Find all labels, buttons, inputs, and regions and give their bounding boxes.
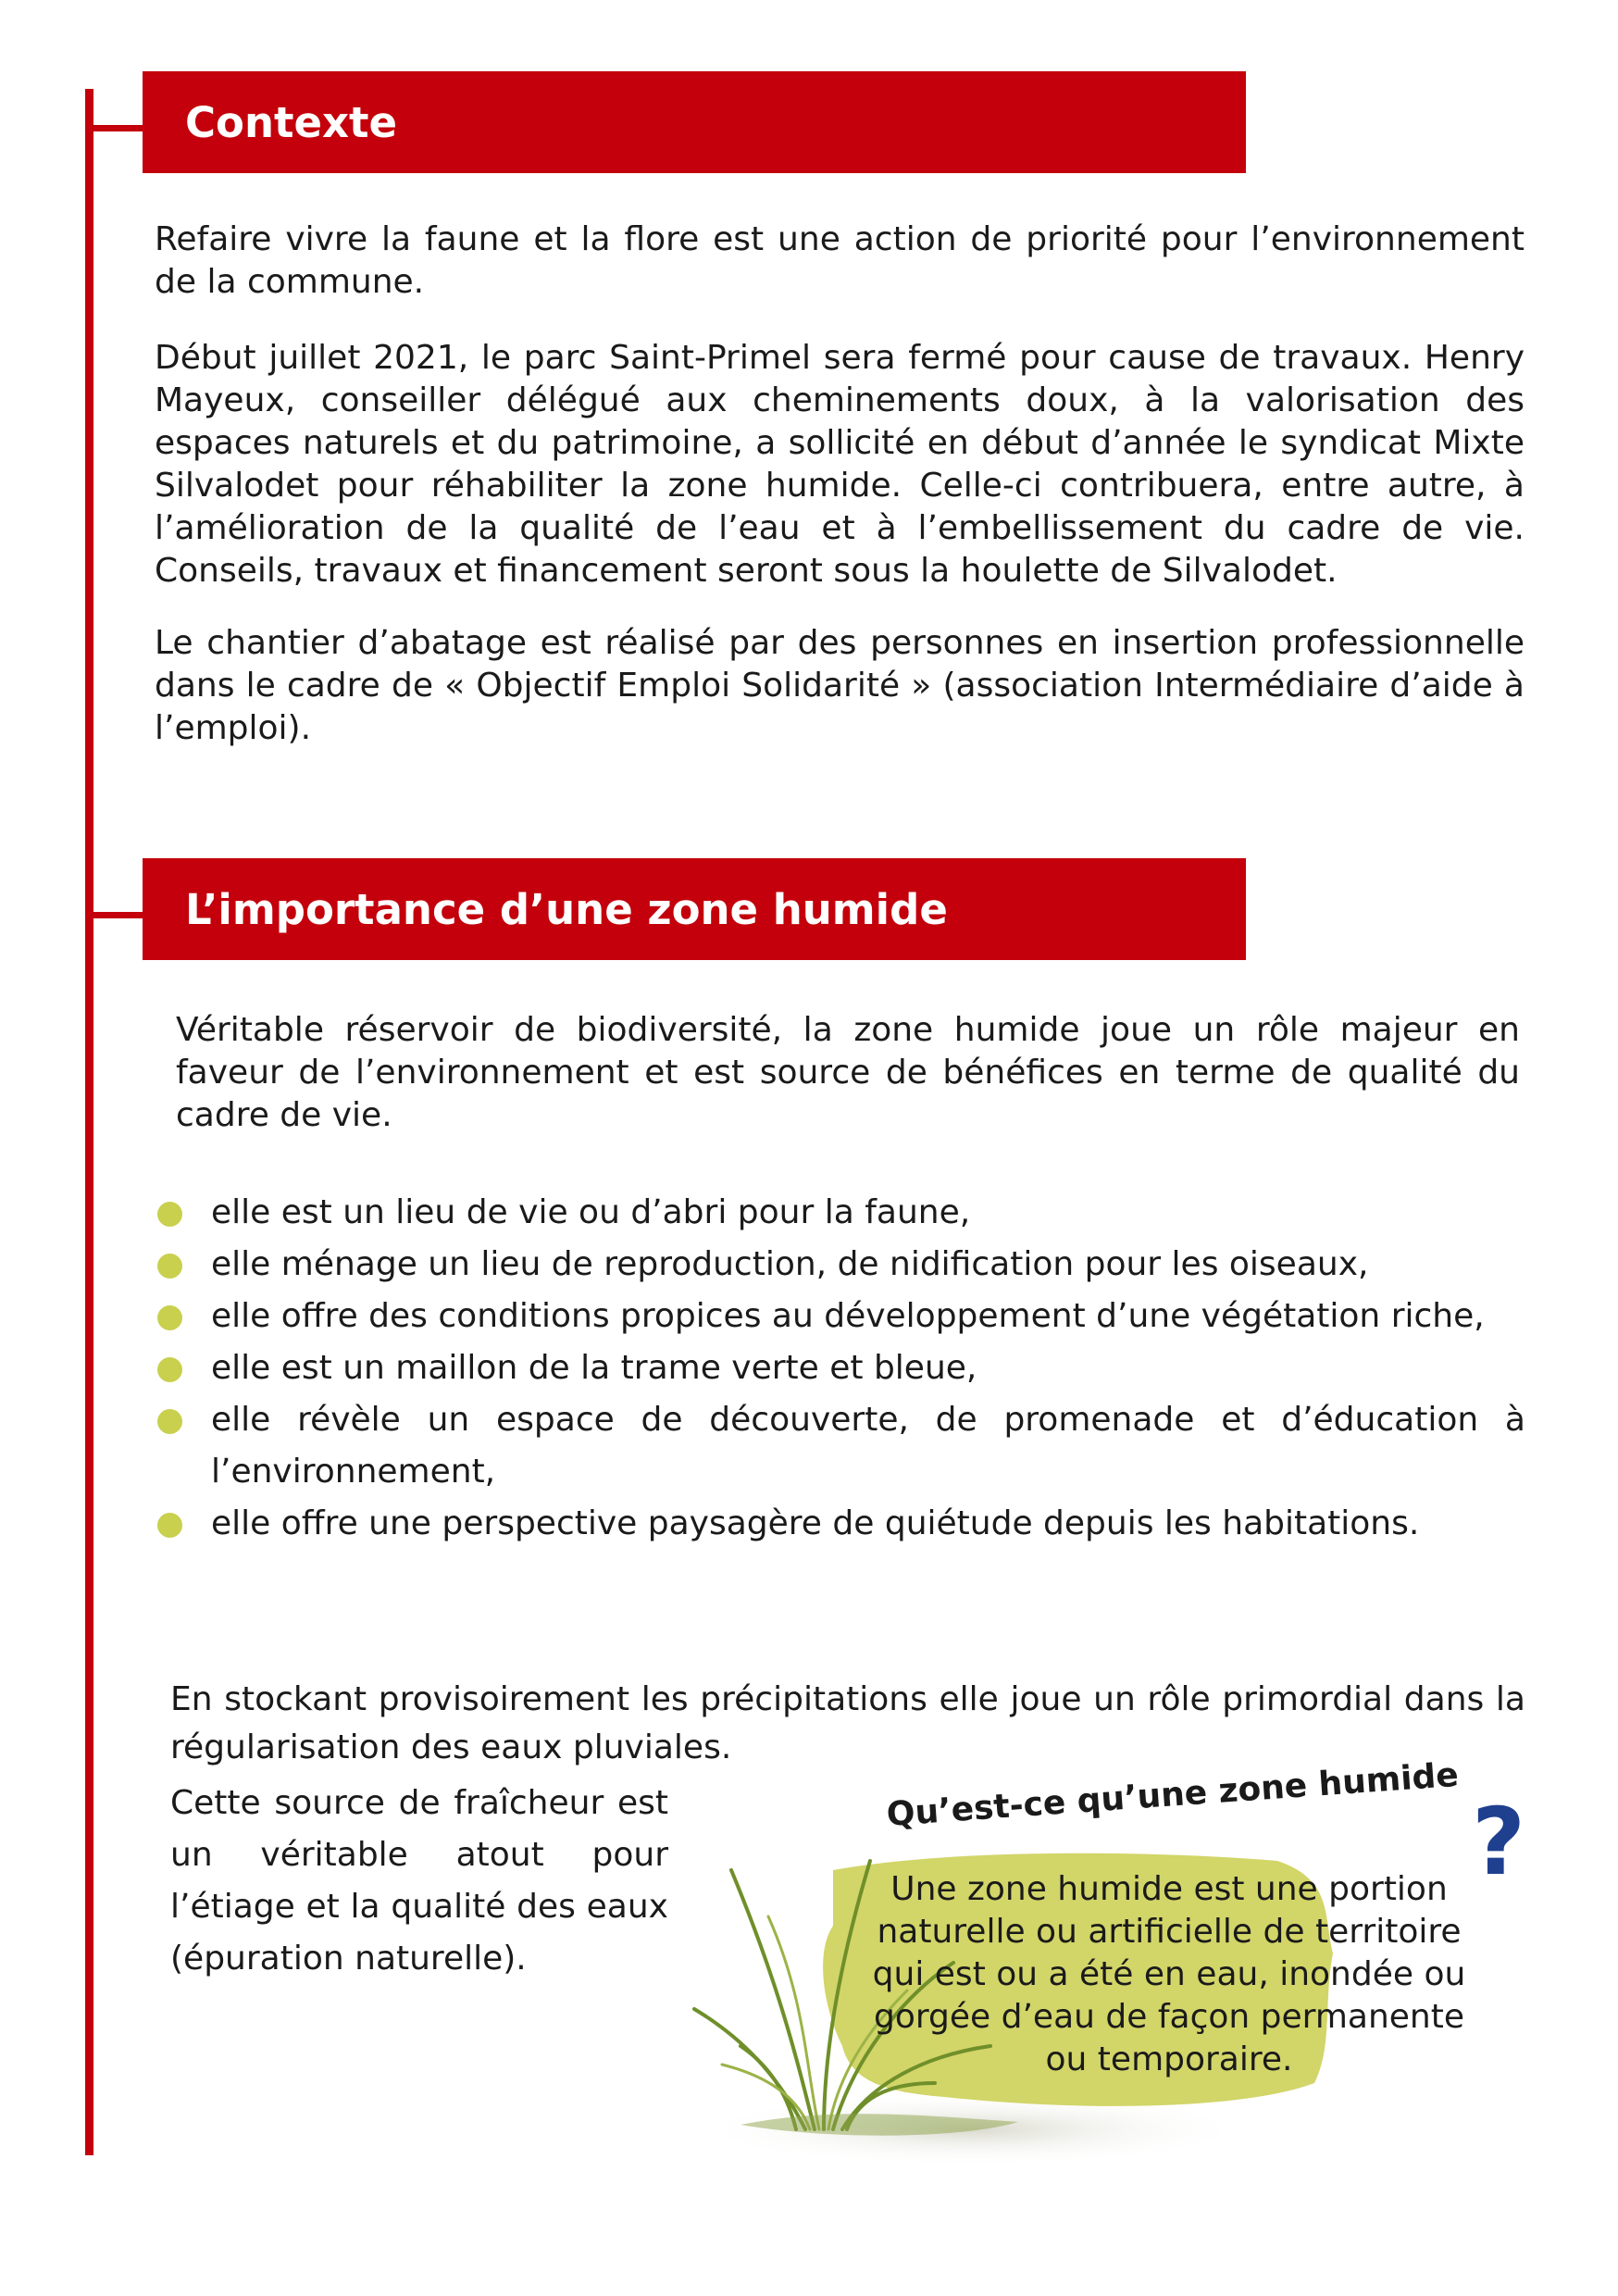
list-item: elle offre des conditions propices au développement d’une végétation riche, — [157, 1291, 1525, 1342]
benefits-list — [157, 1187, 1525, 1550]
bullet-dot-icon — [157, 1254, 182, 1279]
question-mark-icon: ? — [1472, 1788, 1526, 1896]
section-title: Contexte — [185, 97, 398, 147]
bullet-dot-icon — [157, 1513, 182, 1538]
timeline-line — [85, 89, 93, 2155]
bullet-dot-icon — [157, 1357, 182, 1382]
section-title: L’importance d’une zone humide — [185, 884, 948, 934]
list-item: elle offre une perspective paysagère de quiétude depuis les habitations. — [157, 1498, 1525, 1550]
bullet-dot-icon — [157, 1409, 182, 1434]
context-paragraph-2: Début juillet 2021, le parc Saint-Primel sera fermé pour cause de travaux. Henry Mayeux, conseiller délégué aux cheminements doux, à la valorisation des espaces naturels et du patrimoine, a sollicité en début d’année le syndicat Mixte Silvalodet pour réhabiliter la zone humide. Celle-ci contribuera, entre autre, à l’amélioration de la qualité de l’eau et à l’embellissement du cadre de vie. Conseils, travaux et financement seront sous la houlette de Silvalodet. — [155, 339, 1525, 590]
definition-title: Qu’est-ce qu’une zone humide — [885, 1755, 1460, 1834]
bullet-dot-icon — [157, 1305, 182, 1330]
bullet-dot-icon — [157, 1202, 182, 1227]
definition-text: Une zone humide est une portion naturelle ou artificielle de territoire qui est ou a été en eau, inondée ou gorgée d’eau de façon permanente ou temporaire. — [872, 1870, 1466, 2078]
context-paragraph-3: Le chantier d’abatage est réalisé par des personnes en insertion professionnelle dans le cadre de « Objectif Emploi Solidarité » (association Intermédiaire d’aide à l’emploi). — [155, 624, 1525, 747]
list-item: elle révèle un espace de découverte, de promenade et d’éducation à l’environnement, — [157, 1394, 1525, 1498]
list-item: elle est un lieu de vie ou d’abri pour la faune, — [157, 1187, 1525, 1239]
context-paragraph-1: Refaire vivre la faune et la flore est une action de priorité pour l’environnement de la commune. — [155, 220, 1525, 301]
list-item: elle ménage un lieu de reproduction, de nidification pour les oiseaux, — [157, 1239, 1525, 1291]
section-banner-contexte — [143, 71, 1246, 173]
section-banner-importance — [143, 858, 1246, 960]
storage-paragraph: En stockant provisoirement les précipitations elle joue un rôle primordial dans la régularisation des eaux pluviales. — [170, 1680, 1525, 1766]
importance-intro: Véritable réservoir de biodiversité, la zone humide joue un rôle majeur en faveur de l’environnement et est source de bénéfices en terme de qualité du cadre de vie. — [176, 1011, 1520, 1134]
freshness-paragraph: Cette source de fraîcheur est un véritable atout pour l’étiage et la qualité des eaux (épuration naturelle). — [170, 1784, 668, 1978]
list-item: elle est un maillon de la trame verte et bleue, — [157, 1342, 1525, 1394]
timeline-tick-importance — [85, 912, 143, 918]
timeline-tick-contexte — [85, 125, 143, 131]
